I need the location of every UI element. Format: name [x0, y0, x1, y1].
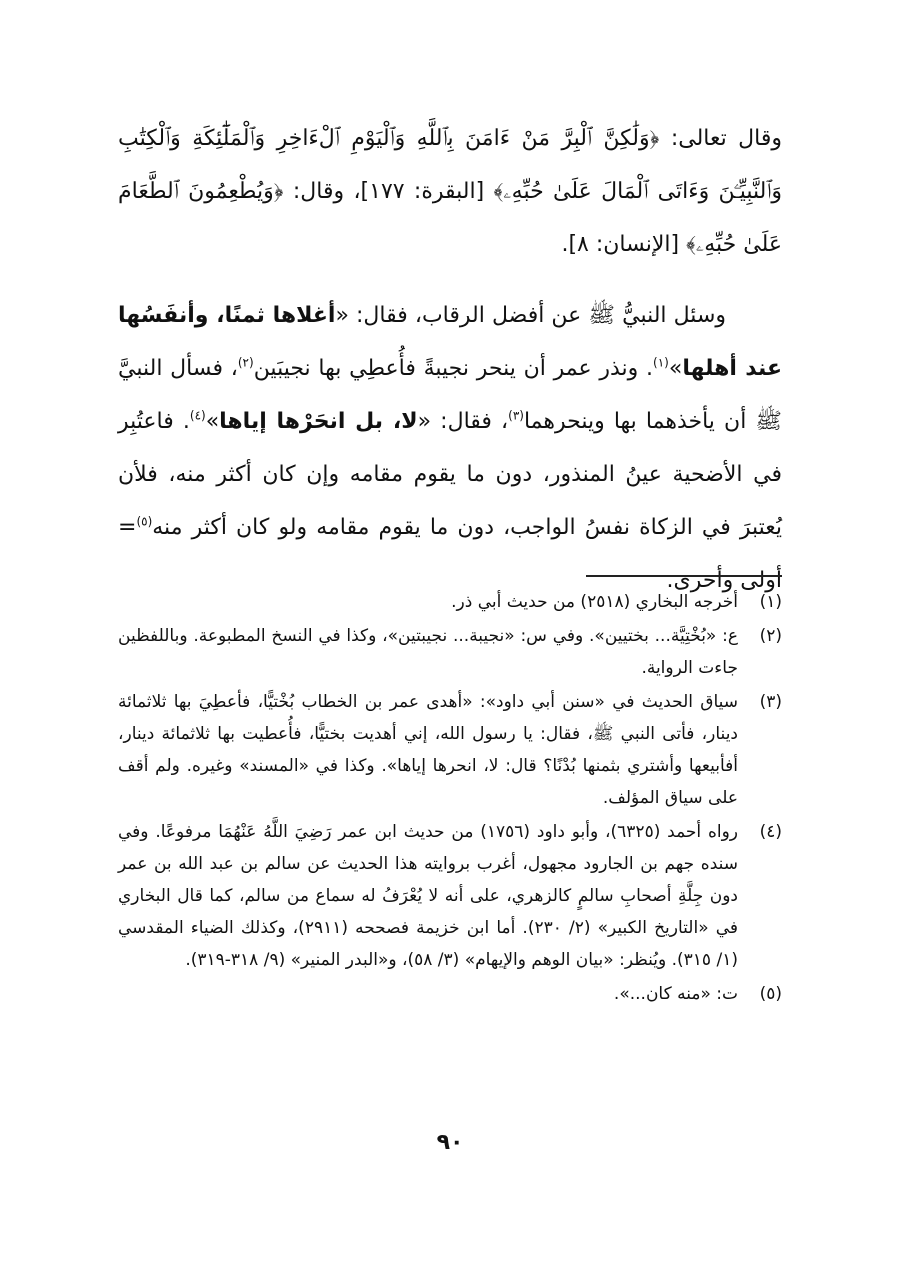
footnote-5 — [118, 978, 782, 1010]
text-segment: ، فسأل النبيَّ ﷺ أن يأخذهما بها وينحرهما — [118, 356, 782, 434]
footnote-number: (١) — [759, 592, 782, 612]
footnote-text: ع: «بُخْتِيَّة... بختيين». وفي س: «نجيبة... نجيبتين»، وكذا في النسخ المطبوعة. وباللفظين جاءت الرواية. — [118, 626, 738, 678]
footnote-4 — [118, 816, 782, 976]
footnote-text: أخرجه البخاري (٢٥١٨) من حديث أبي ذر. — [451, 592, 738, 612]
text-segment: ، فقال: « — [417, 409, 509, 434]
page-number: ٩٠ — [436, 1130, 464, 1155]
footnote-number: (٢) — [759, 626, 782, 646]
footnote-ref-1: (١) — [653, 355, 669, 370]
footnote-ref-4: (٤) — [189, 408, 206, 423]
text-segment: » — [205, 409, 220, 434]
footnote-ref-5: (٥) — [136, 514, 153, 529]
hadith-quote-2: لا، بل انحَرْها إياها — [219, 409, 418, 434]
text-segment: » — [668, 356, 683, 381]
text-segment: . فاعتُبِر في الأضحية عينُ المنذور، دون ما يقوم مقامه وإن كان أكثر منه، فلأن يُعتبرَ في الزكاة نفسُ الواجب، دون ما يقوم مقامه ولو كان أكثر منه — [118, 409, 782, 540]
text-segment: . ونذر عمر أن ينحر نجيبةً فأُعطِي بها نجيبَين — [253, 356, 654, 381]
hadith-quote-1: أغلاها ثمنًا، وأنفَسُها عند أهلها — [118, 303, 783, 381]
quran-verse-baqarah: ﴿وَلَٰكِنَّ ٱلْبِرَّ مَنْ ءَامَنَ بِٱللَّهِ وَٱلْيَوْمِ ٱلْءَاخِرِ وَٱلْمَلَٰٓئِكَةِ وَٱلْكِتَٰبِ وَٱلنَّبِيِّـۧنَ وَءَاتَى ٱلْمَالَ عَلَىٰ حُبِّهِۦ﴾ — [118, 126, 782, 204]
footnotes — [118, 586, 782, 1012]
paragraph-hadith — [118, 289, 782, 607]
citation-insan: [الإنسان: ٨]. — [561, 232, 687, 257]
text-segment: وسئل النبيُّ ﷺ عن أفضل الرقاب، فقال: « — [335, 303, 726, 328]
citation-baqarah: [البقرة: ١٧٧]، وقال: — [283, 179, 494, 204]
main-text — [118, 112, 782, 607]
footnote-2 — [118, 620, 782, 684]
footnote-text: سياق الحديث في «سنن أبي داود»: «أهدى عمر بن الخطاب بُخْتيًّا، فأعطِيَ بها ثلاثمائة دينار، فأتى النبي ﷺ، فقال: يا رسول الله، إني أهديت بختيًّا، فأُعطيت بها ثلاثمائة دينار، أفأبيعها وأشتري بثمنها بُدْنًا؟ قال: لا، انحرها إياها». وكذا في «المسند» وغيره. ولم أقف على سياق المؤلف. — [118, 692, 738, 808]
footnote-number: (٣) — [759, 692, 782, 712]
footnote-3 — [118, 686, 782, 814]
footnote-number: (٤) — [759, 822, 782, 842]
footnote-ref-2: (٢) — [237, 355, 254, 370]
text-segment: = أولى وأحرى. — [118, 515, 782, 593]
footnote-1 — [118, 586, 782, 618]
footnote-number: (٥) — [759, 984, 782, 1004]
footnote-separator — [586, 575, 782, 577]
paragraph-quran-verses — [118, 112, 782, 271]
quran-verse-insan: ﴿وَيُطْعِمُونَ ٱلطَّعَامَ عَلَىٰ حُبِّهِۦ﴾ — [118, 179, 782, 257]
footnote-text: ت: «منه كان...». — [613, 984, 738, 1004]
footnote-ref-3: (٣) — [508, 408, 524, 423]
intro-text: وقال تعالى: — [659, 126, 782, 151]
footnote-text: رواه أحمد (٦٣٢٥)، وأبو داود (١٧٥٦) من حديث ابن عمر رَضِيَ اللَّهُ عَنْهُمَا مرفوعًا. وفي سنده جهم بن الجارود مجهول، أغرب بروايته هذا الحديث عن سالم بن عبد الله بن عمر دون جِلَّةِ أصحابِ سالمٍ كالزهري، على أنه لا يُعْرَفُ له سماع من سالم، كما قال البخاري في «التاريخ الكبير» (٢/ ٢٣٠). أما ابن خزيمة فصححه (٢٩١١)، وكذلك الضياء المقدسي (١/ ٣١٥). ويُنظر: «بيان الوهم والإيهام» (٣/ ٥٨)، و«البدر المنير» (٩/ ٣١٨-٣١٩). — [118, 822, 739, 970]
